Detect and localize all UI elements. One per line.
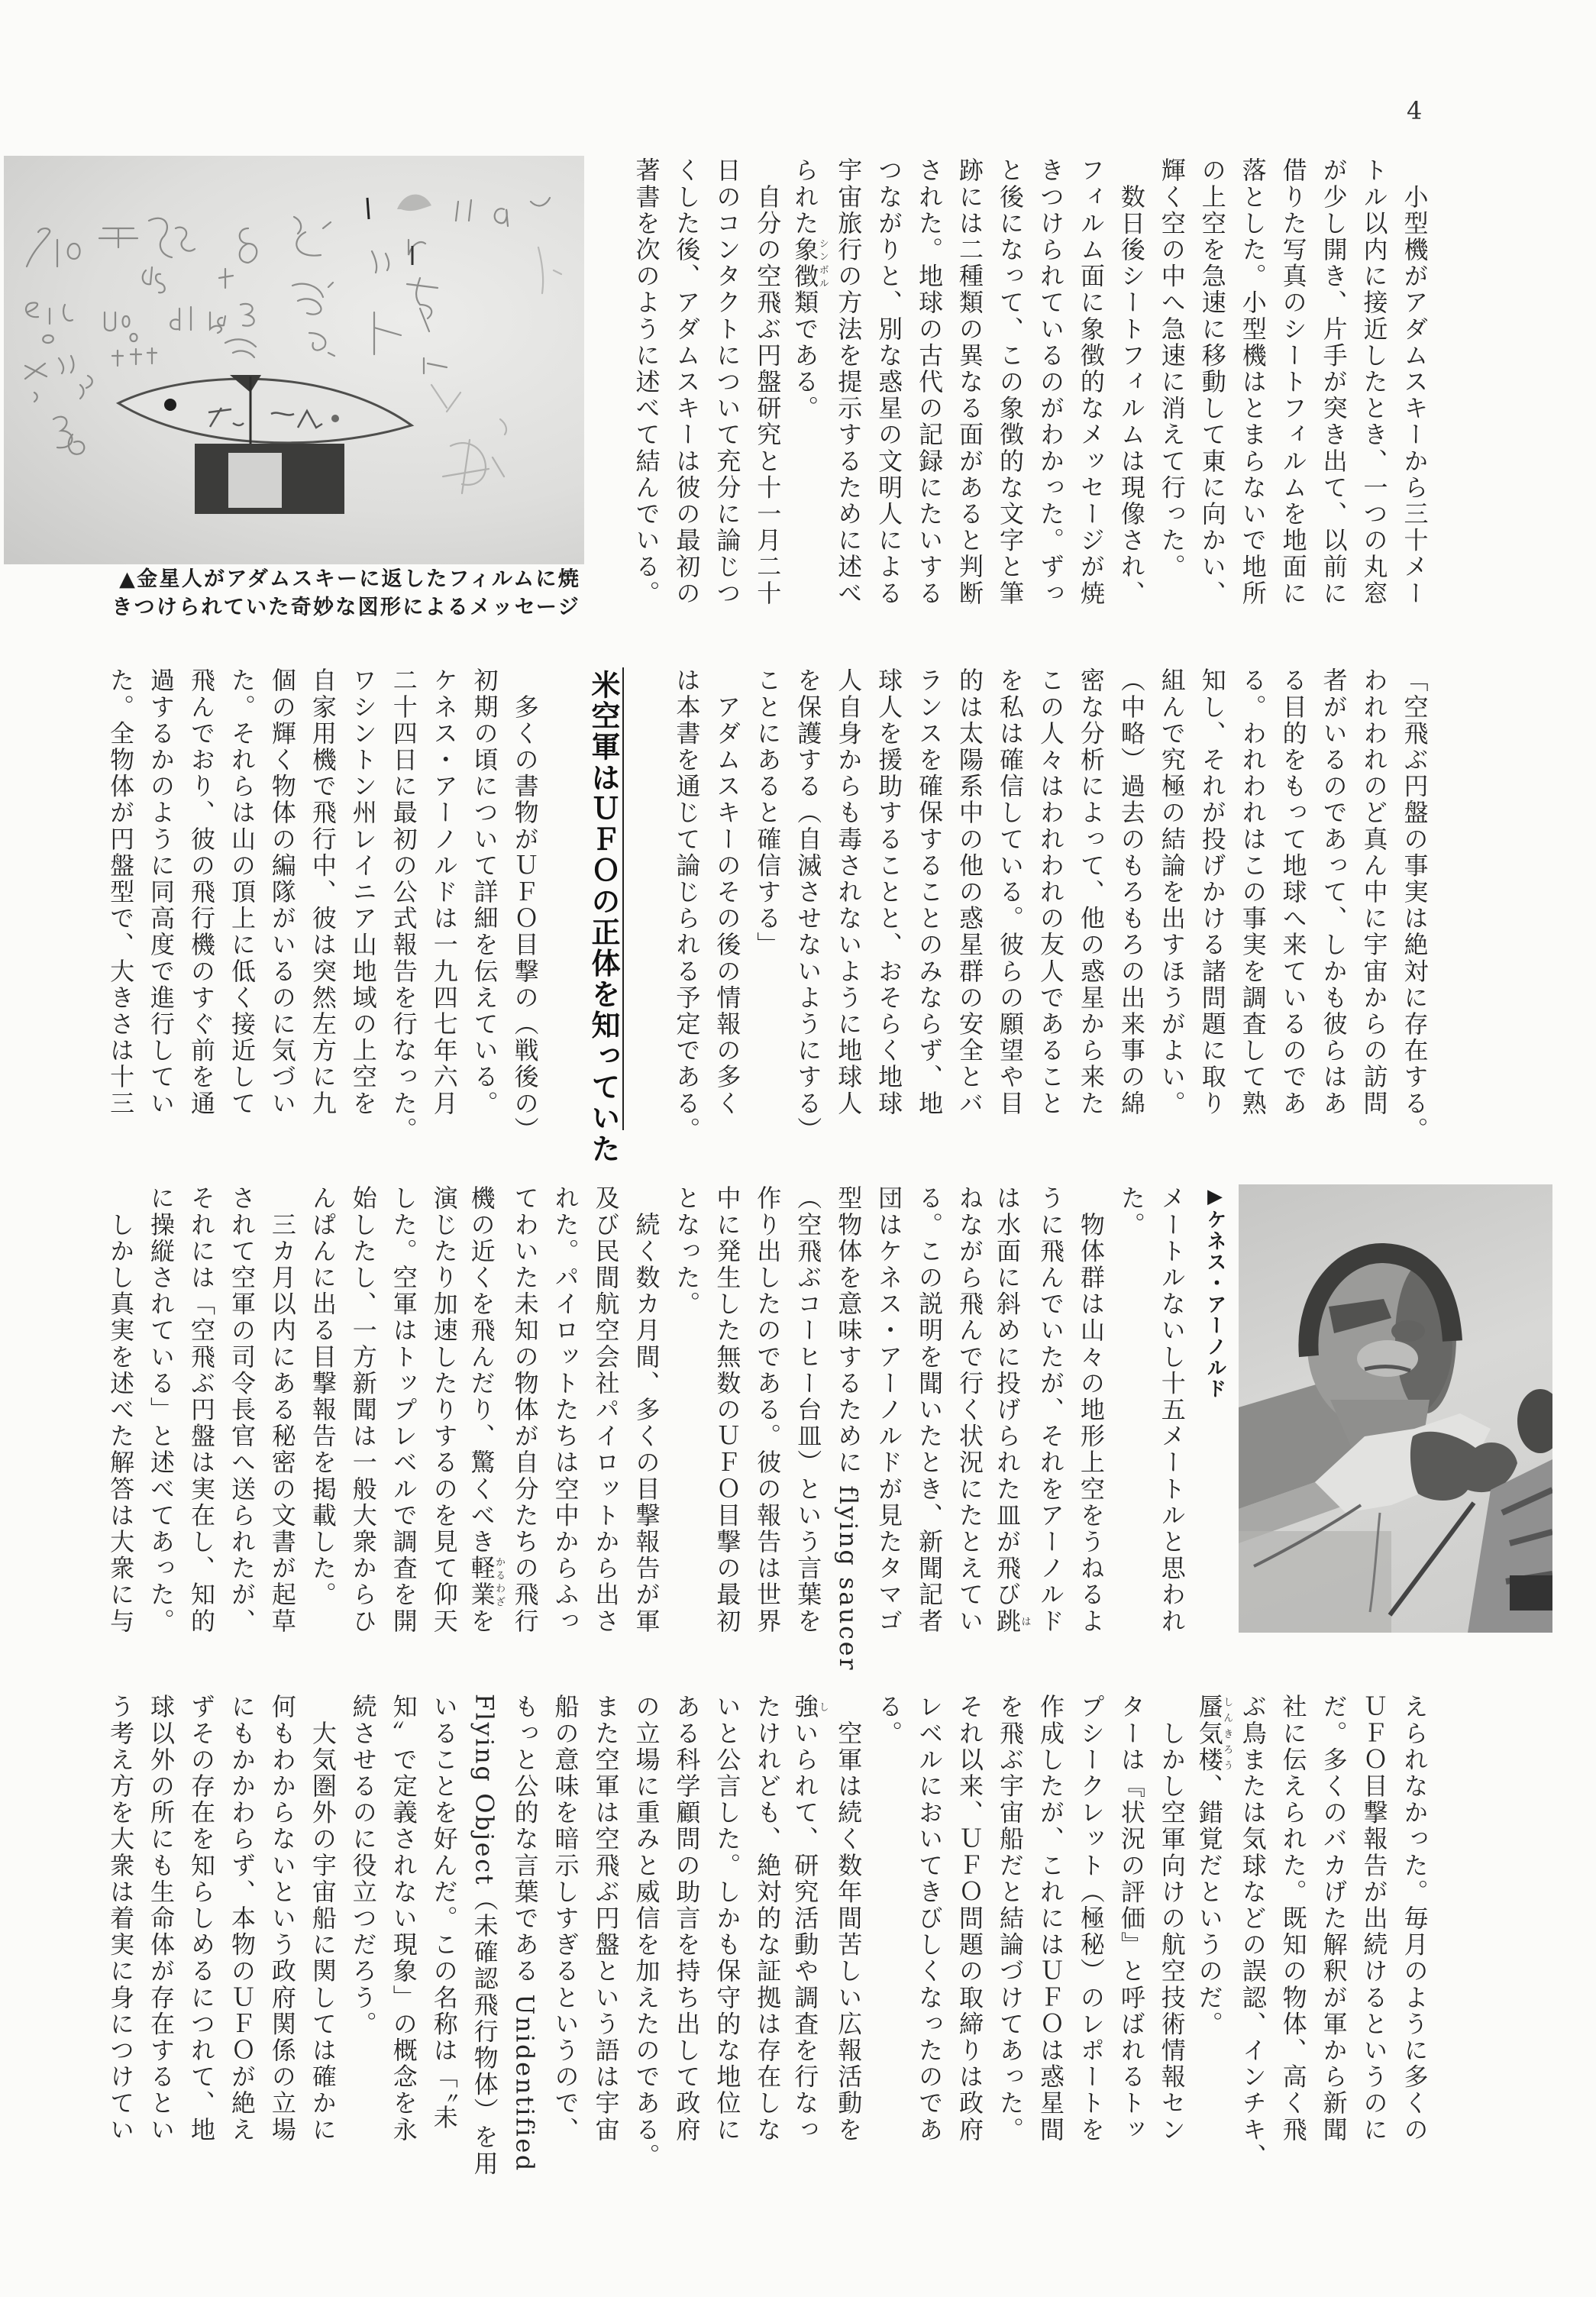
- page-number: 4: [1407, 96, 1423, 125]
- handwritten-glyph: [292, 283, 333, 315]
- text-column: それには「空飛ぶ円盤は実在し、知的: [187, 1185, 216, 1635]
- text-column: を飛ぶ宇宙船だと結論づけてあった。: [996, 1694, 1025, 2144]
- text-column: を私は確信している。彼らの願望や目: [996, 667, 1025, 1117]
- film-message-photo: [4, 156, 584, 564]
- text-column: ランスを確保することのみならず、地: [915, 667, 945, 1117]
- text-column: 宇宙旅行の方法を提示するために述べ: [834, 157, 864, 607]
- text-column: Flying Object（未確認飛行物体）を用: [470, 1694, 499, 2177]
- handwritten-glyph: [112, 348, 157, 366]
- handwritten-glyph: [456, 200, 508, 226]
- text-column: 人自身からも毒されないように地球人: [834, 667, 864, 1117]
- text-column: た。: [1116, 1185, 1146, 1239]
- text-column: ＵＦＯ目撃報告が出続けるというのに: [1359, 1694, 1389, 2144]
- text-column: 飛んでおり、彼の飛行機のすぐ前を通: [187, 667, 216, 1117]
- text-column: フィルム面に象徴的なメッセージが焼: [1076, 157, 1106, 607]
- handwritten-glyph: [143, 267, 233, 292]
- text-column: 知〟で定義されない現象」の概念を永: [389, 1694, 418, 2144]
- film-window: [228, 453, 282, 508]
- text-column: 著書を次のように述べて結んでいる。: [632, 157, 661, 607]
- handwritten-glyph: [431, 385, 506, 435]
- text-column: 輝く空の中へ急速に消えて行った。: [1157, 157, 1187, 580]
- text-column: 及び民間航空会社パイロットから出さ: [591, 1185, 621, 1635]
- text-column: 落とした。小型機はとまらないで地所: [1238, 157, 1268, 607]
- text-column: 組んで究極の結論を出すほうがよい。: [1157, 667, 1187, 1117]
- text-column: されて空軍の司令長官へ送られたが、: [227, 1185, 257, 1635]
- section-headline: 米空軍はＵＦＯの正体を知っていた: [586, 670, 620, 1165]
- portrait-lower-left: [1239, 1531, 1391, 1633]
- text-column: いと公言した。しかも保守的な地位に: [712, 1694, 742, 2144]
- text-column: 作成したが、これにはＵＦＯは惑星間: [1035, 1694, 1065, 2144]
- text-column: る。この説明を聞いたとき、新聞記者: [915, 1185, 945, 1635]
- text-column: 多くの書物がＵＦＯ目撃の（戦後の）: [510, 667, 540, 1143]
- text-column: （中略）過去のもろもろの出来事の綿: [1116, 667, 1146, 1117]
- text-column: 強しいられて、研究活動や調査を行なっ: [790, 1694, 829, 2144]
- text-column: された。地球の古代の記録にたいする: [915, 157, 945, 607]
- text-column: 船の意味を暗示しすぎるというので、: [551, 1694, 580, 2144]
- text-column: トル以内に接近したとき、一つの丸窓: [1359, 157, 1389, 607]
- text-column: る目的をもって地球へ来ているのであ: [1278, 667, 1308, 1117]
- text-column: る。: [874, 1694, 904, 1747]
- text-column: 始したし、一方新聞は一般大衆からひ: [348, 1185, 378, 1635]
- text-column: 個の輝く物体の編隊がいるのに気づい: [267, 667, 297, 1117]
- portrait-lapel-line: [1390, 1503, 1474, 1615]
- text-column: 蜃気楼しんきろう、錯覚だというのだ。: [1194, 1694, 1233, 2037]
- text-column: ずその存在を知らしめるにつれて、地: [187, 1694, 216, 2144]
- handwritten-glyph: [538, 247, 561, 293]
- text-column: プシークレット（極秘）のレポートを: [1076, 1694, 1106, 2144]
- text-column: の立場に重みと威信を加えたのである。: [632, 1694, 661, 2169]
- text-column: る。われわれはこの事実を調査して熟: [1238, 667, 1268, 1117]
- film-photo-caption: [46, 565, 580, 622]
- caption-line: きつけられていた奇妙な図形によるメッセージ: [111, 596, 580, 619]
- text-column: 数日後シートフィルムは現像され、: [1116, 157, 1146, 607]
- text-column: （空飛ぶコーヒー台皿）という言葉を: [793, 1185, 823, 1635]
- text-column: んぱんに出る目撃報告を掲載した。: [308, 1185, 338, 1608]
- text-column: それ以来、ＵＦＯ問題の取締りは政府: [955, 1694, 985, 2144]
- film-message-illustration: [4, 156, 584, 564]
- text-column: の上空を急速に移動して東に向かい、: [1197, 157, 1227, 607]
- text-column: メートルないし十五メートルと思われ: [1157, 1185, 1187, 1635]
- text-column: 的は太陽系中の他の惑星群の安全とバ: [955, 667, 985, 1117]
- ruby-text: 蜃気楼しんきろう: [1194, 1694, 1233, 1773]
- text-column: アダムスキーのその後の情報の多く: [712, 667, 742, 1117]
- handwritten-glyph: [409, 198, 550, 255]
- text-column: と後になって、この象徴的な文字と筆: [996, 157, 1025, 607]
- text-column: 空軍は続く数年間苦しい広報活動を: [834, 1694, 864, 2144]
- text-column: 社に伝えられた。既知の物体、高く飛: [1278, 1694, 1308, 2144]
- text-column: た。全物体が円盤型で、大きさは十三: [106, 667, 136, 1117]
- lens-dot-faint: [331, 415, 339, 422]
- handwritten-glyph: [443, 440, 504, 493]
- text-column: 大気圏外の宇宙船に関しては確かに: [308, 1694, 338, 2144]
- handwritten-glyph: [240, 228, 257, 263]
- portrait-caption: ▶ケネス・アーノルド: [1203, 1185, 1226, 1400]
- text-column: 日のコンタクトについて充分に論じつ: [712, 157, 742, 607]
- text-column: 続させるのに役立つだろう。: [348, 1694, 378, 2037]
- text-column: 型物体を意味するために flying saucer: [834, 1185, 864, 1672]
- ruby-text: 象徴シンボル: [790, 236, 829, 290]
- text-column: 跡には二種類の異なる面があると判断: [955, 157, 985, 607]
- text-column: てわいた未知の物体が自分たちの飛行: [510, 1185, 540, 1635]
- handwritten-glyph: [294, 217, 331, 256]
- lens-dot: [164, 399, 176, 411]
- text-column: だ。多くのバカげた解釈が軍から新聞: [1319, 1694, 1349, 2144]
- handwritten-glyph: [225, 333, 334, 357]
- caption-line: ▲金星人がアダムスキーに返したフィルムに焼: [119, 567, 580, 591]
- text-column: ワシントン州レイニア山地域の上空を: [348, 667, 378, 1117]
- text-column: 借りた写真のシートフィルムを地面に: [1278, 157, 1308, 607]
- text-column: しかし空軍向けの航空技術情報セン: [1157, 1694, 1187, 2144]
- text-column: もっと公的な言葉である Unidentified: [510, 1694, 540, 2173]
- text-column: した。空軍はトップレベルで調査を開: [389, 1185, 418, 1635]
- handwritten-glyph: [170, 307, 225, 333]
- text-column: いることを好んだ。この名称は「〝未: [429, 1694, 459, 2131]
- text-column: となった。: [672, 1185, 702, 1317]
- text-column: 過するかのように同高度で進行してい: [147, 667, 176, 1117]
- smudge-mark: [397, 195, 431, 211]
- text-column: しかし真実を述べた解答は大衆に与: [106, 1185, 136, 1635]
- text-column: つながりと、別な惑星の文明人による: [874, 157, 904, 607]
- text-column: うに飛んでいたが、それをアーノルド: [1035, 1185, 1065, 1635]
- ink-mark: [367, 198, 369, 219]
- text-column: は水面に斜めに投げられた皿が飛び跳は: [993, 1185, 1031, 1635]
- text-column: われわれのど真ん中に宇宙からの訪問: [1359, 667, 1389, 1117]
- handwritten-glyph: [105, 312, 130, 331]
- text-column: たけれども、絶対的な証拠は存在しな: [753, 1694, 783, 2144]
- text-column: 団はケネス・アーノルドが見たタマゴ: [874, 1185, 904, 1635]
- portrait-dark-patch: [1510, 1575, 1552, 1610]
- lens-shape: [118, 379, 412, 443]
- text-column: 者がいるのであって、しかも彼らはあ: [1319, 667, 1349, 1117]
- text-column: は本書を通じて論じられる予定である。: [672, 667, 702, 1143]
- ruby-text: 跳は: [993, 1607, 1031, 1635]
- text-column: 小型機がアダムスキーから三十メー: [1400, 157, 1430, 607]
- text-column: 何もわからないという政府関係の立場: [267, 1694, 297, 2144]
- handwritten-glyph: [25, 356, 92, 388]
- handwritten-glyph: [99, 228, 137, 247]
- handwritten-glyph: [43, 334, 137, 343]
- handwritten-glyph: [27, 228, 80, 267]
- text-column: れた。パイロットたちは空中からふっ: [551, 1185, 580, 1635]
- text-column: きつけられているのがわかった。ずっ: [1035, 157, 1065, 607]
- ruby-text: 軽業かるわざ: [467, 1555, 506, 1608]
- text-column: 演じたり加速したりするのを見て仰天: [429, 1185, 459, 1635]
- text-column: が少し開き、片手が突き出て、以前に: [1319, 157, 1349, 607]
- text-column: 自家用機で飛行中、彼は突然左方に九: [308, 667, 338, 1117]
- handwritten-glyph: [374, 312, 447, 373]
- text-column: ある科学顧問の助言を持ち出して政府: [672, 1694, 702, 2144]
- text-column: に操縦されている」と述べてあった。: [147, 1185, 176, 1635]
- text-column: また空軍は空飛ぶ円盤という語は宇宙: [591, 1694, 621, 2144]
- text-column: 「空飛ぶ円盤の事実は絶対に存在する。: [1400, 667, 1430, 1143]
- handwritten-glyph: [372, 251, 389, 273]
- text-column: えられなかった。毎月のように多くの: [1400, 1694, 1430, 2144]
- text-column: 続く数カ月間、多くの目撃報告が軍: [632, 1185, 661, 1635]
- text-column: た。それらは山の頂上に低く接近して: [227, 667, 257, 1117]
- text-column: 密な分析によって、他の惑星から来た: [1076, 667, 1106, 1117]
- text-column: ねながら飛んで行く状況にたとえてい: [955, 1185, 985, 1635]
- text-column: を保護する（自滅させないようにする）: [793, 667, 823, 1143]
- text-column: う考え方を大衆は着実に身につけてい: [106, 1694, 136, 2144]
- text-column: にもかかわらず、本物のＵＦＯが絶え: [227, 1694, 257, 2144]
- portrait-eye-shadow: [1391, 1320, 1425, 1342]
- portrait-lapel: [1517, 1389, 1552, 1453]
- text-column: 初期の頃について詳細を伝えている。: [470, 667, 499, 1117]
- handwritten-glyph: [407, 278, 438, 331]
- portrait-illustration: [1239, 1184, 1552, 1633]
- headline-rule: [622, 667, 624, 1130]
- text-column: 中に発生した無数のＵＦＯ目撃の最初: [712, 1185, 742, 1635]
- text-column: ケネス・アーノルドは一九四七年六月: [429, 667, 459, 1117]
- handwritten-glyph: [241, 304, 254, 326]
- text-column: 自分の空飛ぶ円盤研究と十一月二十: [753, 157, 783, 607]
- text-column: ターは『状況の評価』と呼ばれるトッ: [1116, 1694, 1146, 2144]
- text-column: 球人を援助することと、おそらく地球: [874, 667, 904, 1117]
- text-column: ことにあると確信する」: [753, 667, 783, 958]
- text-column: この人々はわれわれの友人であること: [1035, 667, 1065, 1117]
- text-column: 三カ月以内にある秘密の文書が起草: [267, 1185, 297, 1635]
- text-column: レベルにおいてきびしくなったのであ: [915, 1694, 945, 2144]
- text-column: 球以外の所にも生命体が存在するとい: [147, 1694, 176, 2144]
- handwritten-glyph: [26, 302, 73, 324]
- text-column: 機の近くを飛んだり、驚くべき軽業かるわざを: [467, 1185, 506, 1635]
- text-column: 二十四日に最初の公式報告を行なった。: [389, 667, 418, 1143]
- text-column: 知し、それが投げかける諸問題に取り: [1197, 667, 1227, 1117]
- kenneth-arnold-photo: [1239, 1184, 1552, 1633]
- handwritten-glyph: [149, 218, 195, 257]
- text-column: くした後、アダムスキーは彼の最初の: [672, 157, 702, 607]
- text-column: られた象徴シンボル類である。: [790, 157, 829, 422]
- handwritten-glyph: [34, 385, 84, 402]
- ruby-text: 強し: [790, 1694, 829, 1720]
- text-column: 作り出したのである。彼の報告は世界: [753, 1185, 783, 1635]
- text-column: ぶ鳥または気球などの誤認、インチキ、: [1238, 1694, 1268, 2169]
- text-column: 物体群は山々の地形上空をうねるよ: [1076, 1185, 1106, 1635]
- handwritten-glyph: [53, 417, 84, 454]
